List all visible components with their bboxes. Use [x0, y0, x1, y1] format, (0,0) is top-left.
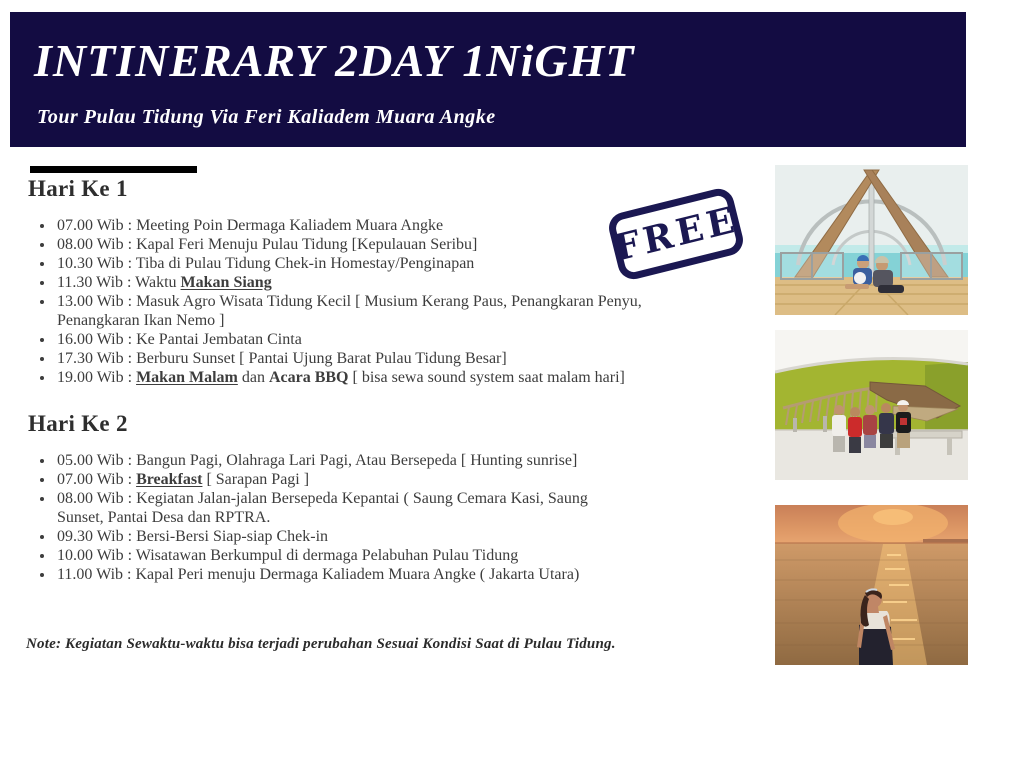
- itinerary-item: • 05.00 Wib : Bangun Pagi, Olahraga Lari Pagi, Atau Bersepeda [ Hunting sunrise]: [55, 451, 778, 470]
- title-rule: [30, 166, 197, 173]
- itinerary-item: • 13.00 Wib : Masuk Agro Wisata Tidung Kecil [ Musium Kerang Paus, Penangkaran Penyu, Penangkaran Ikan Nemo ]: [55, 292, 778, 330]
- itinerary-item: • 16.00 Wib : Ke Pantai Jembatan Cinta: [55, 330, 778, 349]
- photo-aframe-pier: [775, 165, 968, 315]
- itinerary-item: • 10.00 Wib : Wisatawan Berkumpul di dermaga Pelabuhan Pulau Tidung: [55, 546, 778, 565]
- photo-column: [775, 165, 968, 665]
- itinerary-item: • 07.00 Wib : Meeting Poin Dermaga Kaliadem Muara Angke: [55, 216, 778, 235]
- itinerary-item: • 17.30 Wib : Berburu Sunset [ Pantai Ujung Barat Pulau Tidung Besar]: [55, 349, 778, 368]
- page-subtitle: Tour Pulau Tidung Via Feri Kaliadem Muara Angke: [37, 106, 496, 128]
- itinerary-item: • 09.30 Wib : Bersi-Bersi Siap-siap Chek-in: [55, 527, 778, 546]
- day2-heading: Hari Ke 2: [28, 411, 128, 436]
- itinerary-item: • 19.00 Wib : Makan Malam dan Acara BBQ [ bisa sewa sound system saat malam hari]: [55, 368, 778, 387]
- itinerary-item: • 08.00 Wib : Kapal Feri Menuju Pulau Tidung [Kepulauan Seribu]: [55, 235, 778, 254]
- day1-heading: Hari Ke 1: [28, 176, 128, 201]
- day2-list: [28, 451, 778, 584]
- photo-whale-skeleton-museum: [775, 330, 968, 480]
- itinerary-item: • 11.00 Wib : Kapal Peri menuju Dermaga Kaliadem Muara Angke ( Jakarta Utara): [55, 565, 778, 584]
- header-banner: [10, 12, 966, 147]
- note-text: Note: Kegiatan Sewaktu-waktu bisa terjadi perubahan Sesuai Kondisi Saat di Pulau Tidung.: [26, 636, 616, 652]
- photo-sunset-beach: [775, 505, 968, 665]
- itinerary-item: • 08.00 Wib : Kegiatan Jalan-jalan Bersepeda Kepantai ( Saung Cemara Kasi, Saung Sunset, Pantai Desa dan RPTRA.: [55, 489, 778, 527]
- page-title: INTINERARY 2DAY 1NiGHT: [34, 35, 635, 86]
- itinerary-item: • 10.30 Wib : Tiba di Pulau Tidung Chek-in Homestay/Penginapan: [55, 254, 778, 273]
- itinerary-item: • 11.30 Wib : Waktu Makan Siang: [55, 273, 778, 292]
- itinerary-item: • 07.00 Wib : Breakfast [ Sarapan Pagi ]: [55, 470, 778, 489]
- free-stamp-label: FREE: [610, 198, 742, 270]
